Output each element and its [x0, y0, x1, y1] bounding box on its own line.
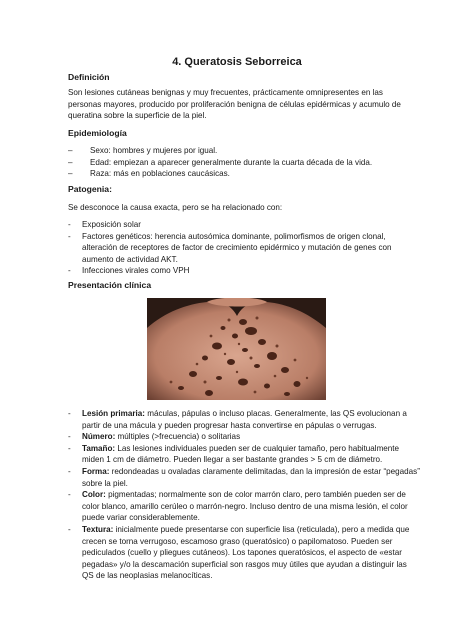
list-marker: - [68, 220, 71, 229]
list-item [68, 443, 420, 466]
patogenia-intro: Se desconoce la causa exacta, pero se ha relacionado con: [68, 203, 283, 212]
list-item-text: Las lesiones individuales pueden ser de cualquier tamaño, pero habitualmente miden 1 cm de diámetro. Pueden llegar a ser bastante grandes > 5 cm de diámetro. [82, 443, 400, 465]
section-heading-definicion: Definición [68, 72, 110, 82]
definicion-text: Son lesiones cutáneas benignas y muy frecuentes, prácticamente omnipresentes en las personas mayores, producido por proliferación benigna de células epidérmicas y acumulo de queratina sobre la superficie de la piel. [68, 88, 401, 121]
list-marker: - [68, 432, 71, 442]
list-marker: - [68, 266, 71, 276]
list-item-text: Exposición solar [82, 220, 141, 229]
list-marker: - [68, 466, 71, 476]
epidemiologia-list [68, 145, 418, 180]
list-item [68, 145, 418, 157]
list-item [68, 489, 420, 524]
list-item-text: Raza: más en poblaciones caucásicas. [90, 169, 230, 179]
list-marker: - [68, 231, 71, 241]
list-marker: - [68, 443, 71, 453]
list-item [68, 219, 418, 231]
list-item-label: Forma: [82, 466, 110, 476]
back-lesions-image [147, 298, 326, 400]
list-item-label: Textura: [82, 524, 114, 534]
list-item [68, 157, 418, 169]
list-item [68, 524, 420, 582]
clinical-photo [147, 298, 326, 400]
page-title: 4. Queratosis Seborreica [172, 56, 302, 68]
list-item-text: Infecciones virales como VPH [82, 266, 190, 276]
list-item [68, 265, 418, 277]
list-marker: – [68, 169, 73, 179]
list-item [68, 408, 420, 431]
list-item-label: Color: [82, 490, 106, 500]
list-item-label: Número: [82, 432, 116, 442]
section-heading-presentacion: Presentación clínica [68, 280, 152, 290]
list-item-text: múltiples (>frecuencia) o solitarias [115, 432, 241, 442]
section-heading-epidemiologia: Epidemiología [68, 128, 127, 138]
list-marker: – [68, 146, 73, 155]
list-marker: - [68, 524, 71, 534]
list-marker: - [68, 490, 71, 500]
list-item-text: inicialmente puede presentarse con superficie lisa (reticulada), pero a medida que crecen se torna verrugoso, escamoso graso (queratósico) o papilomatoso. Pueden ser pediculados (cuello y pliegues cutáneos). Los tapones queratósicos, el aspecto de «estar pegadas» y/o la descamación superficial son rasgos muy útiles que ayudan a distinguir las QS de las neoplasias melanocíticas. [82, 524, 410, 581]
list-item [68, 168, 418, 180]
list-item-text: máculas, pápulas o incluso placas. Generalmente, las QS evolucionan a partir de una mácula y pueden progresar hasta convertirse en pápulas o verrugas. [82, 409, 407, 430]
list-item [68, 466, 420, 489]
list-item-label: Tamaño: [82, 443, 116, 453]
presentacion-list [68, 408, 420, 582]
list-item-text: redondeadas u ovaladas claramente delimitadas, dan la impresión de estar “pegadas” sobre la piel. [82, 466, 420, 488]
list-item-text: pigmentadas; normalmente son de color marrón claro, pero también pueden ser de color blanco, amarillo cerúleo o marrón-negro. Incluso dentro de una misma lesión, el color puede variar considerablemente. [82, 490, 408, 523]
list-marker: – [68, 157, 73, 167]
list-item-text: Edad: empiezan a aparecer generalmente durante la cuarta década de la vida. [90, 157, 373, 167]
list-item-text: Factores genéticos: herencia autosómica dominante, polimorfismos de origen clonal, alteración de receptores de factor de crecimiento epidérmico y mutación de genes con aumento de actividad AKT. [82, 231, 392, 264]
list-item-label: Lesión primaria: [82, 409, 145, 418]
list-item-text: Sexo: hombres y mujeres por igual. [90, 146, 218, 155]
list-item [68, 431, 420, 443]
section-heading-patogenia: Patogenia: [68, 184, 112, 194]
list-item [68, 231, 418, 266]
patogenia-list [68, 219, 418, 277]
list-marker: - [68, 409, 71, 418]
